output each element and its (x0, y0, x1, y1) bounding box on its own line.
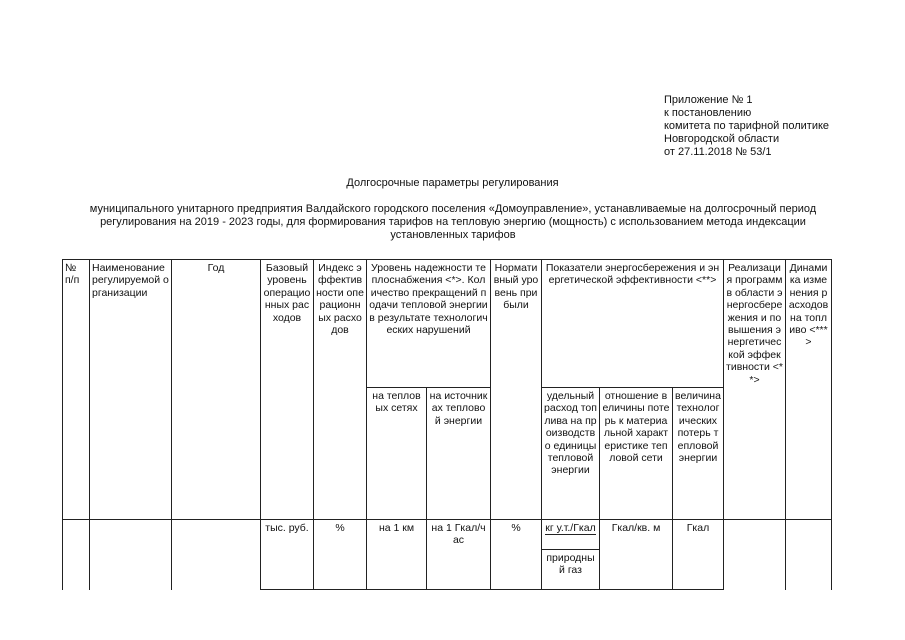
unit-fuel (542, 520, 600, 550)
subheader-tech-losses: величина технологических потерь тепловой энергии (673, 388, 724, 520)
appendix-block (664, 94, 829, 159)
subheader-networks: на тепловых сетях (367, 388, 427, 520)
header-programs: Реализация программ в области энергосбережения и повышения энергетической эффективности <**> (724, 260, 786, 520)
appendix-line: Приложение № 1 (664, 94, 753, 106)
document-subtitle: муниципального унитарного предприятия Валдайского городского поселения «Домоуправление», устанавливаемые на долгосрочный период регулирования на 2019 - 2023 годы, для формирования тарифов на тепловую энергию (мощность) с использованием метода индексации установленных тарифов (89, 203, 817, 241)
subheader-fuel: удельный расход топлива на производство единицы тепловой энергии (542, 388, 600, 520)
subheader-sources: на источниках тепловой энергии (427, 388, 491, 520)
header-num: № п/п (63, 260, 90, 520)
header-index: Индекс эффективности операционных расходов (314, 260, 367, 520)
subheader-loss-ratio: отношение величины потерь к материальной характеристике тепловой сети (600, 388, 673, 520)
cell-empty (724, 520, 786, 590)
appendix-line: Новгородской области (664, 133, 780, 145)
unit-tech-losses: Гкал (673, 520, 724, 590)
unit-base: тыс. руб. (261, 520, 314, 590)
unit-profit: % (491, 520, 542, 590)
document-title: Долгосрочные параметры регулирования (346, 177, 559, 189)
unit-sources: на 1 Гкал/час (427, 520, 491, 590)
header-org: Наименование регулируемой организации (90, 260, 172, 520)
cell-empty (172, 520, 261, 590)
cell-empty (63, 520, 90, 590)
header-profit: Нормативный уровень прибыли (491, 260, 542, 520)
appendix-line: комитета по тарифной политике (664, 120, 830, 132)
cell-empty (786, 520, 832, 590)
fuel-type: природный газ (542, 550, 600, 590)
unit-loss-ratio: Гкал/кв. м (600, 520, 673, 590)
appendix-line: к постановлению (664, 107, 752, 119)
parameters-table (62, 259, 832, 590)
unit-index: % (314, 520, 367, 590)
header-base: Базовый уровень операционных расходов (261, 260, 314, 520)
header-reliability: Уровень надежности теплоснабжения <*>. Количество прекращений подачи тепловой энергии в результате технологических нарушений (367, 260, 491, 388)
unit-networks: на 1 км (367, 520, 427, 590)
header-year: Год (172, 260, 261, 520)
header-dynamics: Динамика изменения расходов на топливо <***> (786, 260, 832, 520)
appendix-line: от 27.11.2018 № 53/1 (664, 146, 772, 158)
cell-empty (90, 520, 172, 590)
header-energy: Показатели энергосбережения и энергетической эффективности <**> (542, 260, 724, 388)
unit-fuel-text: кг у.т./Гкал (545, 522, 596, 534)
